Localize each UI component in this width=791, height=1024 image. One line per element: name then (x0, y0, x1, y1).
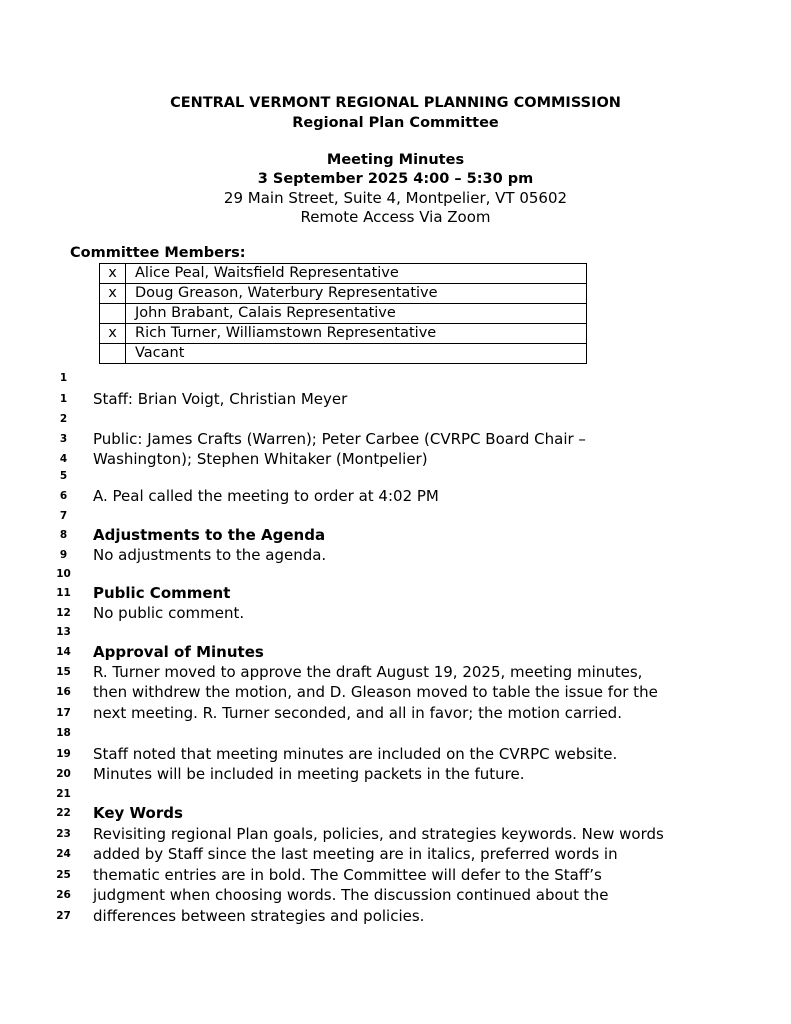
body-line: No adjustments to the agenda. (93, 546, 327, 564)
line-number: 5 (59, 470, 68, 482)
member-name: Vacant (126, 344, 587, 364)
member-row (100, 344, 587, 364)
line-number: 1 (59, 372, 68, 384)
doc-title: Meeting Minutes (326, 152, 465, 168)
line-number: 6 (59, 490, 68, 502)
line-number: 24 (56, 848, 71, 860)
line-number: 12 (56, 607, 71, 619)
line-number: 11 (56, 587, 71, 599)
line-number: 13 (56, 626, 71, 638)
member-row (100, 264, 587, 284)
body-line: R. Turner moved to approve the draft August 19, 2025, meeting minutes, (93, 663, 643, 681)
body-line: then withdrew the motion, and D. Gleason moved to table the issue for the (93, 683, 658, 701)
committee-members-table (99, 263, 587, 364)
member-row (100, 324, 587, 344)
line-number: 2 (59, 413, 68, 425)
section-heading: Key Words (93, 804, 183, 822)
line-number: 22 (56, 807, 71, 819)
body-line: Revisiting regional Plan goals, policies, and strategies keywords. New words (93, 825, 664, 843)
line-number: 19 (56, 748, 71, 760)
attendance-mark: x (100, 324, 126, 344)
line-number: 7 (59, 510, 68, 522)
member-name: Doug Greason, Waterbury Representative (126, 284, 587, 304)
body-line: No public comment. (93, 604, 245, 622)
body-line: Staff noted that meeting minutes are included on the CVRPC website. (93, 745, 618, 763)
meeting-datetime: 3 September 2025 4:00 – 5:30 pm (257, 171, 534, 187)
line-number: 15 (56, 666, 71, 678)
attendance-mark (100, 304, 126, 324)
section-heading: Public Comment (93, 584, 231, 602)
remote-access: Remote Access Via Zoom (300, 208, 491, 226)
line-number: 27 (56, 910, 71, 922)
line-number: 4 (59, 453, 68, 465)
line-number: 1 (59, 393, 68, 405)
line-number: 3 (59, 433, 68, 445)
body-line: next meeting. R. Turner seconded, and all in favor; the motion carried. (93, 704, 622, 722)
line-number: 18 (56, 727, 71, 739)
member-row (100, 284, 587, 304)
member-name: Alice Peal, Waitsfield Representative (126, 264, 587, 284)
line-number: 20 (56, 768, 71, 780)
attendance-mark (100, 344, 126, 364)
line-number: 16 (56, 686, 71, 698)
body-line: Staff: Brian Voigt, Christian Meyer (93, 390, 348, 408)
line-number: 17 (56, 707, 71, 719)
body-line: Washington); Stephen Whitaker (Montpelier) (93, 450, 428, 468)
body-line: Minutes will be included in meeting packets in the future. (93, 765, 525, 783)
line-number: 25 (56, 869, 71, 881)
body-line: thematic entries are in bold. The Committee will defer to the Staff’s (93, 866, 602, 884)
body-line: added by Staff since the last meeting are in italics, preferred words in (93, 845, 618, 863)
body-line: judgment when choosing words. The discussion continued about the (93, 886, 609, 904)
member-row (100, 304, 587, 324)
line-number: 21 (56, 788, 71, 800)
section-heading: Approval of Minutes (93, 643, 264, 661)
body-line: differences between strategies and policies. (93, 907, 425, 925)
member-name: Rich Turner, Williamstown Representative (126, 324, 587, 344)
body-line: Public: James Crafts (Warren); Peter Carbee (CVRPC Board Chair – (93, 430, 586, 448)
org-title: CENTRAL VERMONT REGIONAL PLANNING COMMISSION (170, 95, 621, 111)
attendance-mark: x (100, 264, 126, 284)
section-heading: Adjustments to the Agenda (93, 526, 326, 544)
line-number: 26 (56, 889, 71, 901)
line-number: 14 (56, 646, 71, 658)
member-name: John Brabant, Calais Representative (126, 304, 587, 324)
line-number: 9 (59, 549, 68, 561)
meeting-address: 29 Main Street, Suite 4, Montpelier, VT 05602 (223, 189, 568, 207)
attendance-mark: x (100, 284, 126, 304)
committee-members-label: Committee Members: (70, 245, 246, 261)
line-number: 23 (56, 828, 71, 840)
line-number: 8 (59, 529, 68, 541)
body-line: A. Peal called the meeting to order at 4:02 PM (93, 487, 439, 505)
committee-title: Regional Plan Committee (292, 115, 499, 131)
line-number: 10 (56, 568, 71, 580)
